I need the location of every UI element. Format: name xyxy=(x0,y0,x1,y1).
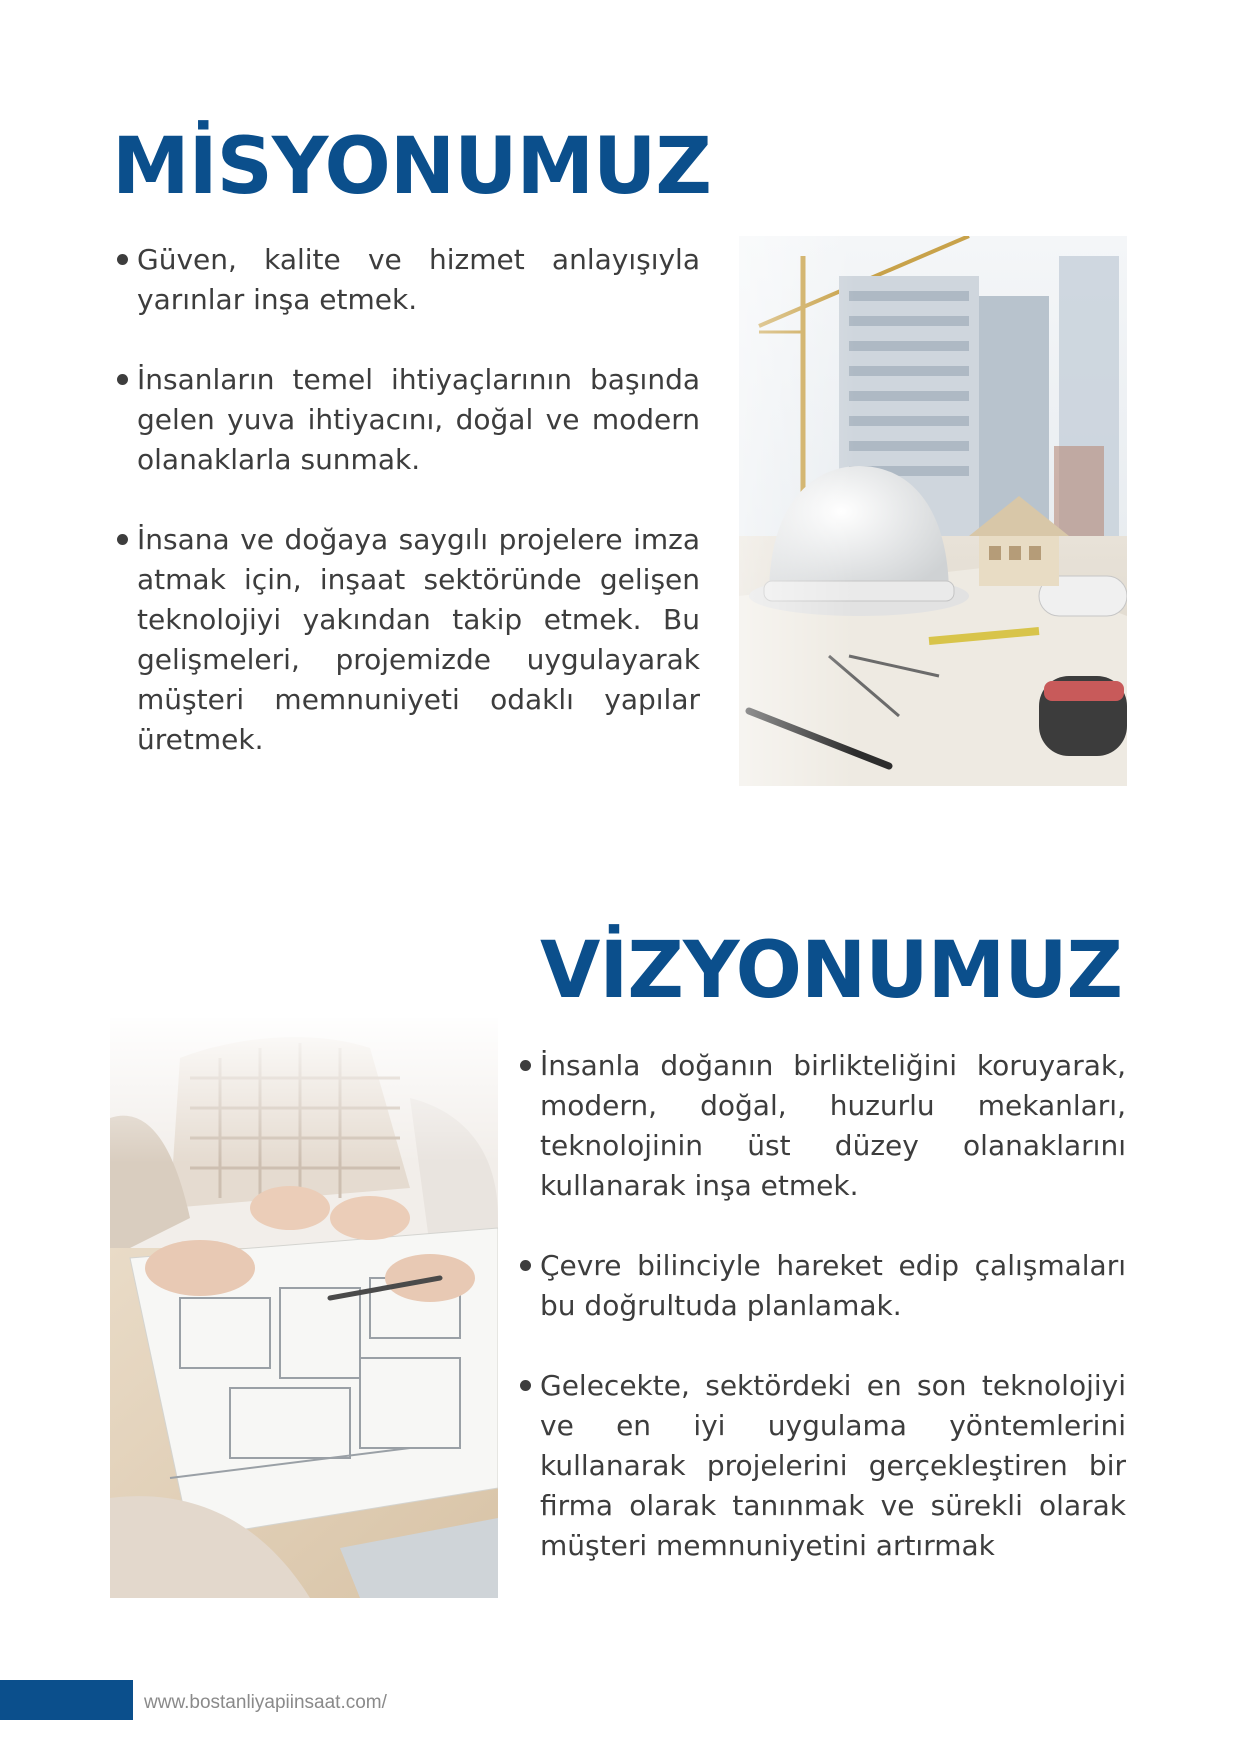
mission-item xyxy=(115,360,700,480)
mission-item-text: Güven, kalite ve hizmet anlayışıyla yarınlar inşa etmek. xyxy=(137,243,700,316)
mission-item xyxy=(115,240,700,320)
vision-item-text: İnsanla doğanın birlikteliğini koruyarak, modern, doğal, huzurlu mekanları, teknolojinin üst düzey olanaklarını kullanarak inşa etmek. xyxy=(540,1049,1126,1202)
bullet-icon xyxy=(520,1260,531,1271)
mission-item-text: İnsana ve doğaya saygılı projelere imza atmak için, inşaat sektöründe gelişen teknolojiyi yakından takip etmek. Bu gelişmeleri, projemizde uygulayarak müşteri memnuniyeti odaklı yapılar üretmek. xyxy=(137,523,700,756)
vision-item-text: Gelecekte, sektördeki en son teknolojiyi ve en iyi uygulama yöntemlerini kullanarak projelerini gerçekleştiren bir firma olarak tanınmak ve sürekli olarak müşteri memnuniyetini artırmak xyxy=(540,1369,1126,1562)
vision-item-text: Çevre bilinciyle hareket edip çalışmaları bu doğrultuda planlamak. xyxy=(540,1249,1126,1322)
mission-title: MİSYONUMUZ xyxy=(112,122,711,212)
bullet-icon xyxy=(117,374,128,385)
planning-photo xyxy=(110,1018,498,1598)
mission-item xyxy=(115,520,700,760)
vision-item xyxy=(518,1246,1126,1326)
footer-website-link[interactable]: www.bostanliyapiinsaat.com/ xyxy=(144,1692,387,1713)
vision-item xyxy=(518,1046,1126,1206)
planning-photo-illustration xyxy=(110,1018,498,1598)
mission-list xyxy=(115,240,700,800)
bullet-icon xyxy=(117,534,128,545)
construction-photo xyxy=(739,236,1127,786)
vision-item xyxy=(518,1366,1126,1566)
construction-photo-illustration xyxy=(739,236,1127,786)
vision-list xyxy=(518,1046,1126,1606)
bullet-icon xyxy=(117,254,128,265)
bullet-icon xyxy=(520,1060,531,1071)
bullet-icon xyxy=(520,1380,531,1391)
footer-accent-bar xyxy=(0,1680,133,1720)
mission-item-text: İnsanların temel ihtiyaçlarının başında gelen yuva ihtiyacını, doğal ve modern olanaklarla sunmak. xyxy=(137,363,700,476)
vision-title: VİZYONUMUZ xyxy=(540,926,1123,1016)
